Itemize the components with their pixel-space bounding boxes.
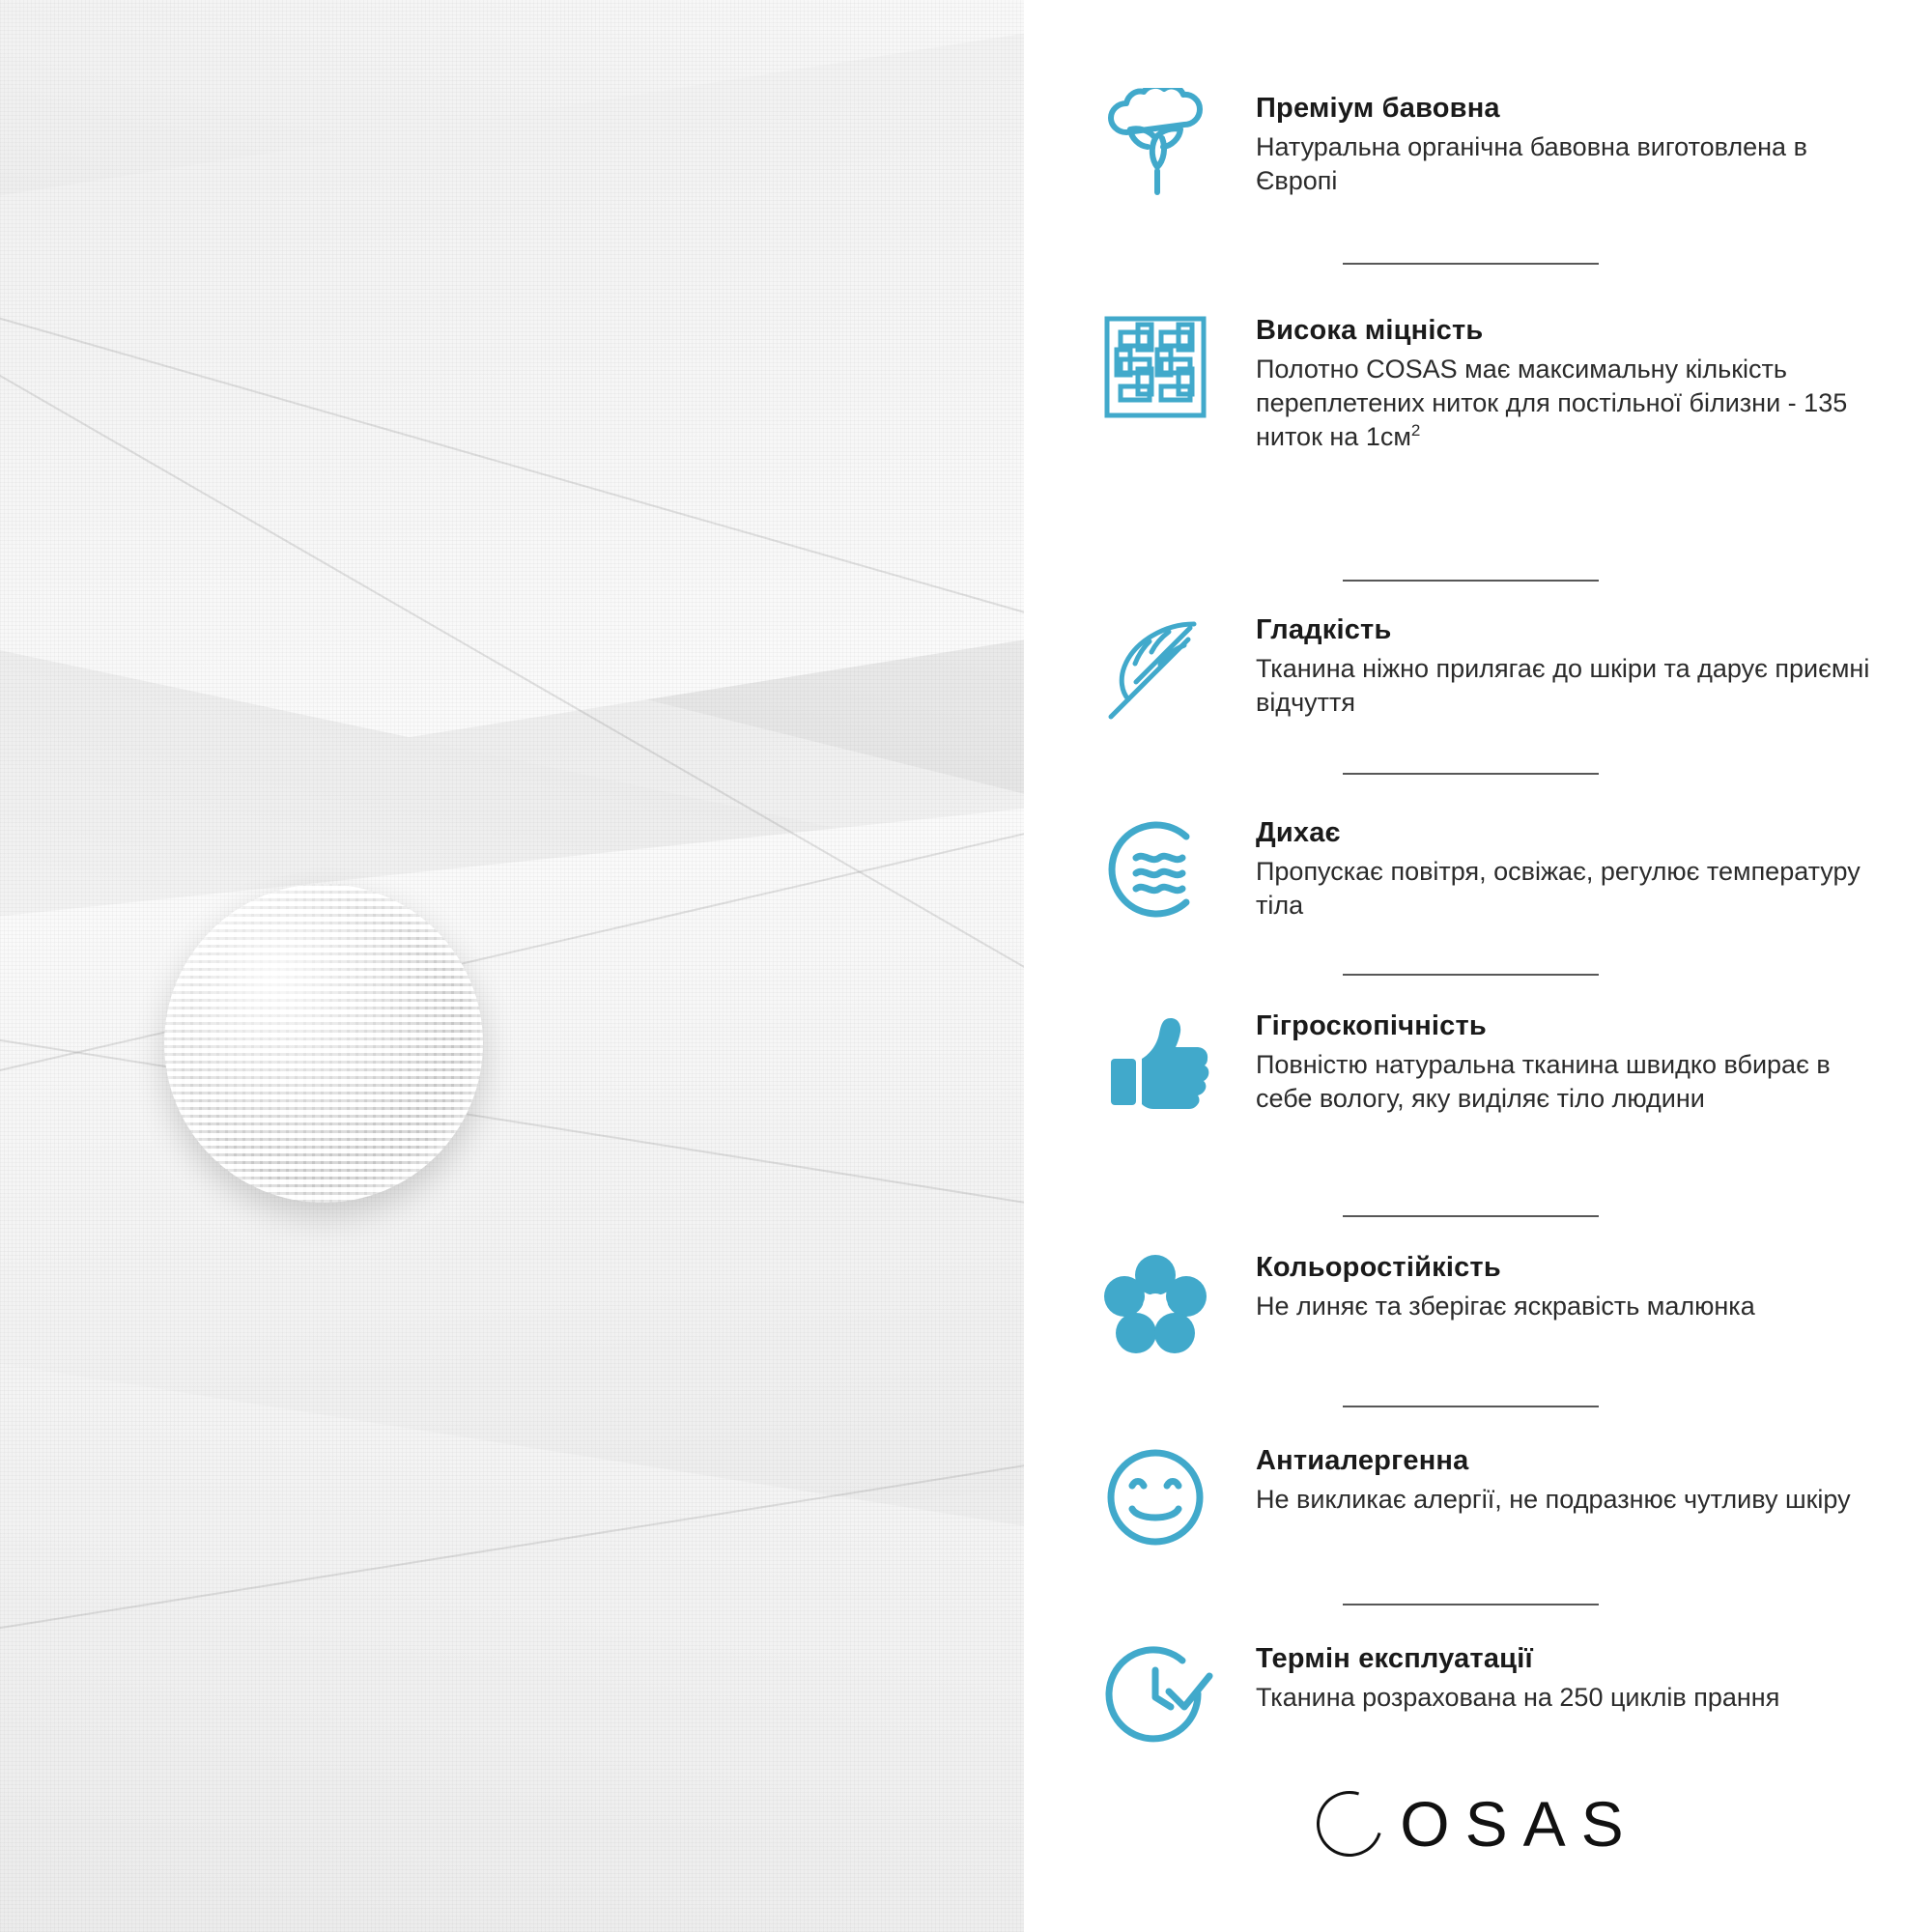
feature-title: Кольоростійкість [1256, 1252, 1501, 1283]
feature-title: Антиалергенна [1256, 1445, 1469, 1476]
feature-description-text: Полотно COSAS має максимальну кількість переплетених ниток для постільної білизни - 135 ниток на 1см [1256, 355, 1848, 452]
brand-logo [1024, 1787, 1932, 1861]
feature-title: Термін експлуатації [1256, 1643, 1533, 1674]
feature-divider [1343, 974, 1599, 976]
feature-description-superscript: 2 [1410, 421, 1421, 440]
feature-title: Дихає [1256, 817, 1341, 848]
feature-item-hypoallergenic [1092, 1439, 1884, 1555]
feature-item-breathable [1092, 811, 1884, 927]
feature-description: Повністю натуральна тканина швидко вбирає в себе вологу, яку виділяє тіло людини [1256, 1050, 1831, 1114]
feature-title: Гігроскопічність [1256, 1010, 1487, 1041]
circle-ring-icon [1305, 1779, 1394, 1868]
feature-description: Тканина розрахована на 250 циклів прання [1256, 1683, 1780, 1712]
fabric-weave-swatch [164, 884, 483, 1203]
feature-divider [1343, 1406, 1599, 1407]
thumbs-up-icon [1092, 1005, 1219, 1121]
feature-description: Тканина ніжно прилягає до шкіри та дарує приємні відчуття [1256, 654, 1870, 718]
feature-description: Не линяє та зберігає яскравість малюнка [1256, 1292, 1755, 1321]
feature-divider [1343, 1215, 1599, 1217]
feature-title: Гладкість [1256, 614, 1392, 645]
smiley-face-icon [1092, 1439, 1219, 1555]
feature-description: Не викликає алергії, не подразнює чутливу шкіру [1256, 1485, 1851, 1514]
feature-title: Висока міцність [1256, 315, 1484, 346]
clock-check-icon [1092, 1637, 1219, 1753]
airflow-circle-icon [1092, 811, 1219, 927]
feature-item-premium-cotton [1092, 87, 1884, 203]
feature-divider [1343, 263, 1599, 265]
feature-divider [1343, 773, 1599, 775]
weave-grid-icon [1092, 309, 1219, 425]
feature-divider [1343, 1604, 1599, 1605]
feature-item-hygroscopic [1092, 1005, 1884, 1121]
brand-name: OSAS [1400, 1788, 1639, 1860]
feature-description [1256, 353, 1884, 454]
feature-description: Натуральна органічна бавовна виготовлена в Європі [1256, 132, 1807, 196]
feature-divider [1343, 580, 1599, 582]
flower-icon [1092, 1246, 1219, 1362]
features-panel [1024, 0, 1932, 1932]
feature-item-smoothness [1092, 609, 1884, 724]
feature-item-colorfastness [1092, 1246, 1884, 1362]
feature-title: Преміум бавовна [1256, 93, 1500, 124]
cotton-flower-icon [1092, 87, 1219, 203]
feature-item-high-strength [1092, 309, 1884, 454]
feather-icon [1092, 609, 1219, 724]
feature-item-lifespan [1092, 1637, 1884, 1753]
feature-description: Пропускає повітря, освіжає, регулює температуру тіла [1256, 857, 1861, 921]
